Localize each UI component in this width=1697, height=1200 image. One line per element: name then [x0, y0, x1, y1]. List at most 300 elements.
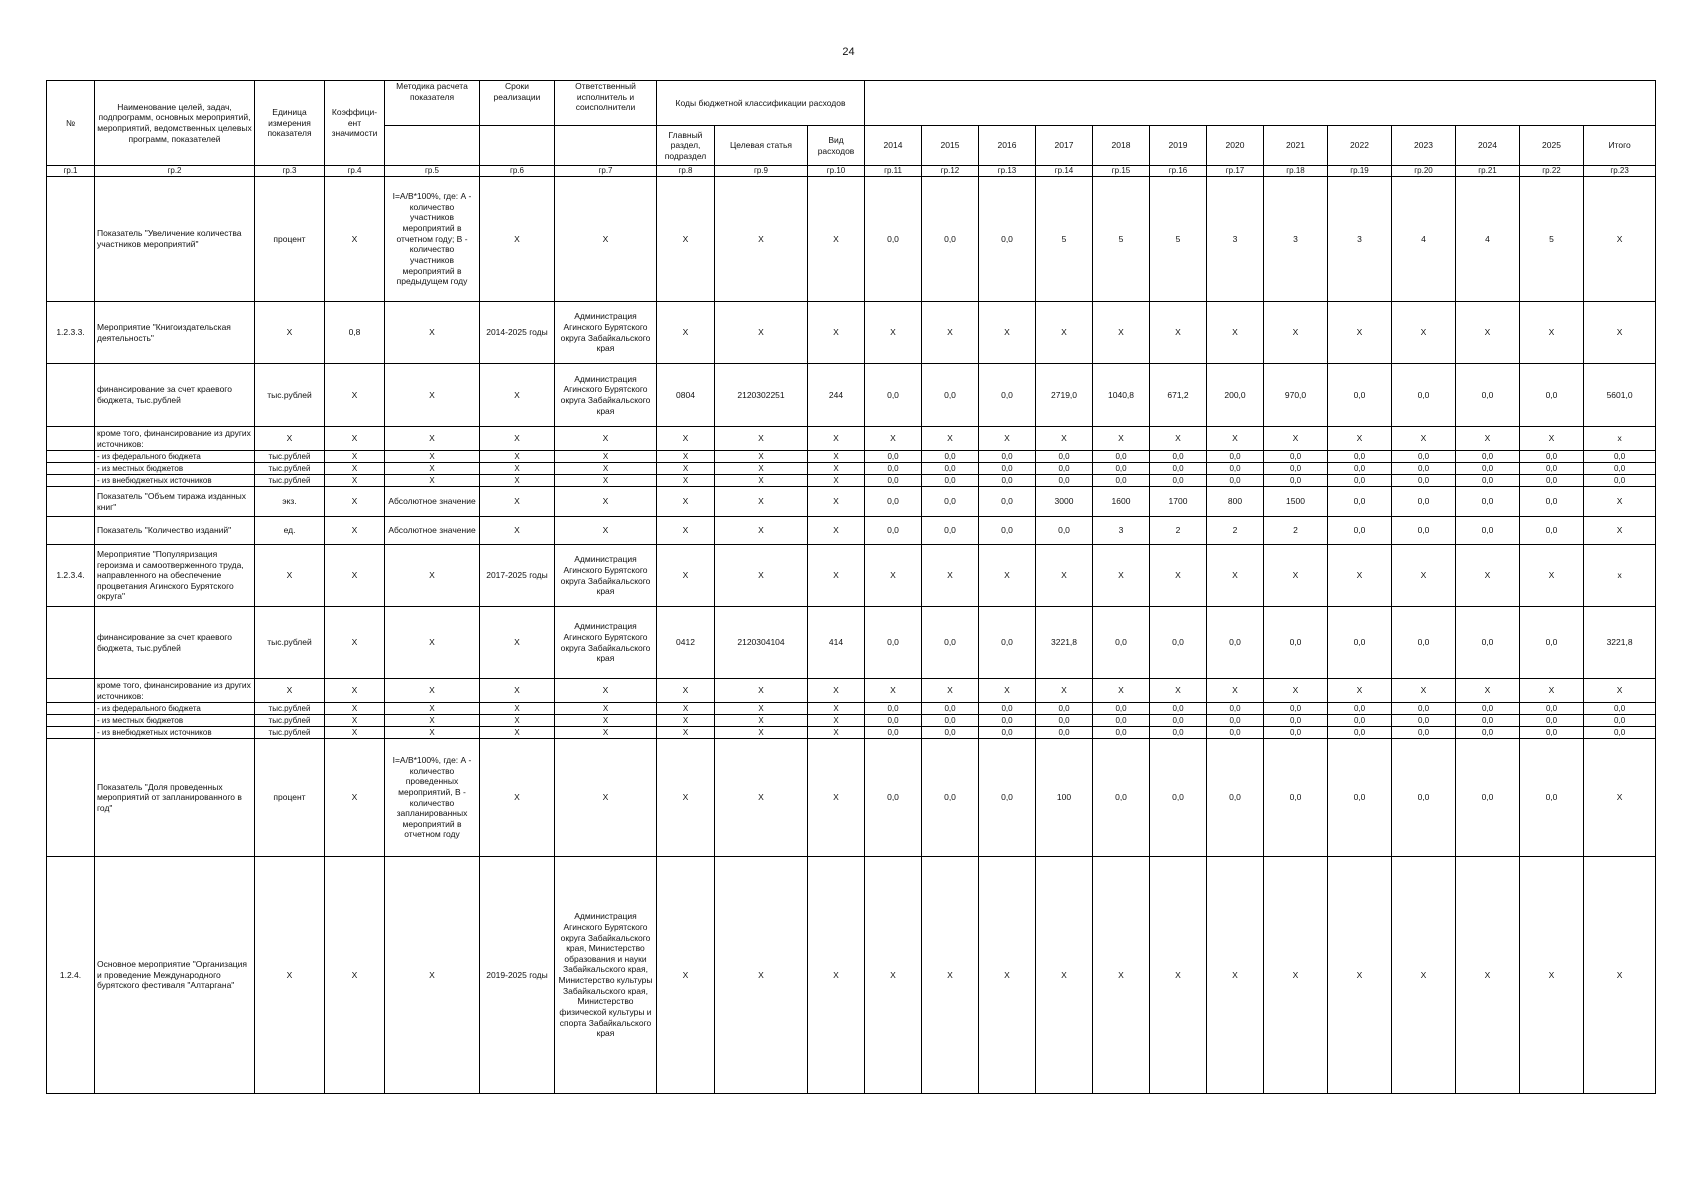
- header-method: Методика расчета показателя: [385, 81, 480, 126]
- header-year: 2025: [1520, 126, 1584, 166]
- table-row: [47, 517, 1656, 545]
- table-cell: 0,0: [1456, 451, 1520, 463]
- column-number: гр.8: [657, 166, 715, 177]
- column-number: гр.10: [808, 166, 865, 177]
- table-row: [47, 487, 1656, 517]
- table-cell: Х: [1207, 427, 1264, 451]
- table-cell: Х: [480, 364, 555, 427]
- table-cell: тыс.рублей: [255, 451, 325, 463]
- header-no: №: [47, 81, 95, 166]
- table-cell: Х: [1036, 679, 1093, 703]
- table-cell: Х: [325, 427, 385, 451]
- header-responsible: Ответственный исполнитель и соисполнители: [555, 81, 657, 126]
- column-number: гр.16: [1150, 166, 1207, 177]
- header-year: 2022: [1328, 126, 1392, 166]
- table-cell: 5: [1036, 177, 1093, 302]
- table-cell: 0,0: [1520, 364, 1584, 427]
- column-number: гр.2: [95, 166, 255, 177]
- table-cell: Х: [1328, 857, 1392, 1094]
- table-cell: 1.2.4.: [47, 857, 95, 1094]
- header-year: 2014: [865, 126, 922, 166]
- table-cell: 0,0: [1328, 703, 1392, 715]
- table-cell: 0,0: [1150, 607, 1207, 679]
- table-cell: 2014-2025 годы: [480, 302, 555, 364]
- table-cell: 0,0: [1036, 451, 1093, 463]
- table-cell: Абсолютное значение: [385, 487, 480, 517]
- table-cell: 0,0: [1392, 739, 1456, 857]
- table-cell: Х: [865, 679, 922, 703]
- table-cell: Х: [715, 679, 808, 703]
- table-cell: Х: [1264, 857, 1328, 1094]
- table-cell: [47, 739, 95, 857]
- table-cell: Х: [1584, 487, 1656, 517]
- table-cell: Х: [385, 679, 480, 703]
- table-cell: 1040,8: [1093, 364, 1150, 427]
- table-cell: Х: [657, 427, 715, 451]
- header-coefficient: Коэффици-ент значимости: [325, 81, 385, 166]
- table-cell: Х: [657, 451, 715, 463]
- column-number: гр.15: [1093, 166, 1150, 177]
- table-cell: Х: [255, 427, 325, 451]
- table-cell: Х: [808, 302, 865, 364]
- table-cell: 0,0: [922, 463, 979, 475]
- table-cell: Х: [480, 463, 555, 475]
- table-cell: 0804: [657, 364, 715, 427]
- table-cell: тыс.рублей: [255, 715, 325, 727]
- table-cell: Х: [657, 302, 715, 364]
- table-cell: 0,0: [1584, 715, 1656, 727]
- table-cell: Х: [715, 475, 808, 487]
- table-cell: Х: [555, 679, 657, 703]
- table-cell: 0,0: [1207, 451, 1264, 463]
- table-cell: Х: [555, 703, 657, 715]
- table-cell: 0,0: [979, 364, 1036, 427]
- table-cell: 5: [1520, 177, 1584, 302]
- table-cell: 0,0: [1584, 703, 1656, 715]
- table-cell: Х: [657, 487, 715, 517]
- table-cell: 3: [1093, 517, 1150, 545]
- table-cell: Х: [715, 427, 808, 451]
- table-cell: 0,0: [1093, 475, 1150, 487]
- table-cell: Х: [715, 703, 808, 715]
- table-cell: 0,0: [1264, 451, 1328, 463]
- table-row: [47, 302, 1656, 364]
- table-cell: Х: [1207, 857, 1264, 1094]
- table-cell: 0,0: [1520, 487, 1584, 517]
- table-cell: [47, 451, 95, 463]
- table-cell: 0,0: [865, 715, 922, 727]
- table-cell: 0,0: [1328, 475, 1392, 487]
- table-cell: 0,0: [1392, 451, 1456, 463]
- table-cell: 0,0: [1392, 703, 1456, 715]
- header-year: 2020: [1207, 126, 1264, 166]
- table-cell: Х: [1584, 857, 1656, 1094]
- table-cell: 0,0: [1520, 517, 1584, 545]
- table-cell: Х: [1520, 427, 1584, 451]
- table-cell: 0,0: [865, 739, 922, 857]
- table-cell: 5: [1150, 177, 1207, 302]
- table-cell: Х: [657, 857, 715, 1094]
- table-cell: 0,0: [922, 703, 979, 715]
- table-cell: Х: [480, 517, 555, 545]
- table-cell: 0,0: [1264, 463, 1328, 475]
- table-cell: Х: [1264, 545, 1328, 607]
- table-cell: Х: [1150, 679, 1207, 703]
- table-cell: 0,0: [979, 451, 1036, 463]
- table-cell: [47, 177, 95, 302]
- table-cell: Х: [1328, 679, 1392, 703]
- table-cell: Х: [325, 451, 385, 463]
- header-total: Итого: [1584, 126, 1656, 166]
- table-cell: ед.: [255, 517, 325, 545]
- table-cell: 0,0: [1456, 703, 1520, 715]
- table-cell: [47, 517, 95, 545]
- table-cell: 0,0: [1520, 451, 1584, 463]
- table-row: [47, 607, 1656, 679]
- table-cell: 2719,0: [1036, 364, 1093, 427]
- table-cell: 0,0: [922, 739, 979, 857]
- table-cell: Х: [385, 727, 480, 739]
- table-cell: - из внебюджетных источников: [95, 727, 255, 739]
- table-cell: 0,0: [1392, 715, 1456, 727]
- table-cell: 0,0: [1093, 703, 1150, 715]
- table-cell: 0,0: [865, 475, 922, 487]
- table-cell: Х: [808, 679, 865, 703]
- table-cell: финансирование за счет краевого бюджета, тыс.рублей: [95, 607, 255, 679]
- table-cell: 0,0: [1207, 607, 1264, 679]
- table-cell: Х: [480, 475, 555, 487]
- table-cell: [47, 727, 95, 739]
- table-cell: Х: [325, 857, 385, 1094]
- table-cell: Х: [480, 177, 555, 302]
- table-cell: Х: [1392, 679, 1456, 703]
- header-year: 2016: [979, 126, 1036, 166]
- table-cell: Х: [657, 517, 715, 545]
- table-cell: - из федерального бюджета: [95, 451, 255, 463]
- table-cell: 0,0: [865, 463, 922, 475]
- table-cell: 0,0: [1093, 463, 1150, 475]
- column-number: гр.19: [1328, 166, 1392, 177]
- table-cell: тыс.рублей: [255, 607, 325, 679]
- table-cell: Х: [480, 715, 555, 727]
- table-cell: Х: [808, 739, 865, 857]
- table-cell: 0,0: [1207, 703, 1264, 715]
- table-cell: 0,0: [1150, 739, 1207, 857]
- table-cell: Х: [325, 475, 385, 487]
- table-cell: тыс.рублей: [255, 364, 325, 427]
- table-cell: 800: [1207, 487, 1264, 517]
- table-cell: 0,0: [1584, 475, 1656, 487]
- header-method-lower: [385, 126, 480, 166]
- table-cell: Х: [808, 487, 865, 517]
- column-number: гр.14: [1036, 166, 1093, 177]
- table-cell: Х: [808, 715, 865, 727]
- table-row: [47, 715, 1656, 727]
- table-cell: Х: [325, 463, 385, 475]
- table-cell: 0,0: [865, 177, 922, 302]
- table-cell: Х: [325, 487, 385, 517]
- table-cell: Х: [1207, 302, 1264, 364]
- table-cell: I=A/B*100%, где: А - количество проведенных мероприятий, В - количество запланированных мероприятий в отчетном году: [385, 739, 480, 857]
- table-cell: 0,0: [1036, 463, 1093, 475]
- table-cell: 0,0: [1520, 463, 1584, 475]
- table-cell: 0,0: [1328, 715, 1392, 727]
- table-cell: Мероприятие "Книгоиздательская деятельность": [95, 302, 255, 364]
- table-cell: Х: [385, 475, 480, 487]
- table-cell: Показатель "Количество изданий": [95, 517, 255, 545]
- table-cell: тыс.рублей: [255, 475, 325, 487]
- table-cell: 0,0: [922, 727, 979, 739]
- table-cell: 0,0: [1584, 727, 1656, 739]
- table-cell: Х: [1093, 857, 1150, 1094]
- table-cell: х: [1584, 427, 1656, 451]
- table-cell: 0,0: [1328, 451, 1392, 463]
- table-row: [47, 727, 1656, 739]
- table-cell: Х: [555, 727, 657, 739]
- table-cell: 0,0: [1392, 607, 1456, 679]
- table-cell: 0,0: [1093, 451, 1150, 463]
- table-cell: Х: [325, 545, 385, 607]
- table-cell: 0,0: [1036, 475, 1093, 487]
- header-year: 2024: [1456, 126, 1520, 166]
- table-cell: 0,0: [1456, 463, 1520, 475]
- table-cell: Х: [922, 857, 979, 1094]
- table-cell: Показатель "Увеличение количества участников мероприятий": [95, 177, 255, 302]
- table-cell: Х: [1093, 679, 1150, 703]
- table-cell: 0,0: [865, 607, 922, 679]
- table-cell: Х: [1392, 857, 1456, 1094]
- header-year: 2023: [1392, 126, 1456, 166]
- header-year: 2017: [1036, 126, 1093, 166]
- table-cell: Х: [385, 545, 480, 607]
- table-cell: Х: [480, 607, 555, 679]
- table-cell: 0,0: [1328, 607, 1392, 679]
- column-number: гр.13: [979, 166, 1036, 177]
- table-cell: Х: [480, 451, 555, 463]
- table-cell: финансирование за счет краевого бюджета, тыс.рублей: [95, 364, 255, 427]
- table-cell: 0,0: [1520, 607, 1584, 679]
- table-cell: 0,0: [922, 607, 979, 679]
- table-cell: Х: [480, 727, 555, 739]
- table-cell: Х: [555, 517, 657, 545]
- table-cell: I=A/B*100%, где: А - количество участников мероприятий в отчетном году; В - количество участников мероприятий в предыдущем году: [385, 177, 480, 302]
- table-cell: Х: [385, 715, 480, 727]
- table-row: [47, 739, 1656, 857]
- table-cell: Х: [1456, 302, 1520, 364]
- table-cell: 1.2.3.3.: [47, 302, 95, 364]
- table-cell: Х: [979, 857, 1036, 1094]
- table-cell: Х: [1392, 427, 1456, 451]
- header-years-group: [865, 81, 1656, 126]
- table-cell: х: [1584, 545, 1656, 607]
- table-cell: Х: [385, 463, 480, 475]
- table-cell: Х: [1520, 302, 1584, 364]
- table-cell: 671,2: [1150, 364, 1207, 427]
- table-cell: 0,0: [1392, 487, 1456, 517]
- header-year: 2021: [1264, 126, 1328, 166]
- table-row: [47, 475, 1656, 487]
- table-cell: 0,0: [1456, 607, 1520, 679]
- header-period: Сроки реализации: [480, 81, 555, 126]
- table-cell: Х: [1093, 302, 1150, 364]
- table-cell: [47, 679, 95, 703]
- table-cell: 0,0: [979, 727, 1036, 739]
- table-cell: Х: [657, 715, 715, 727]
- table-cell: Х: [715, 715, 808, 727]
- header-name: Наименование целей, задач, подпрограмм, основных мероприятий, мероприятий, ведомственных целевых программ, показателей: [95, 81, 255, 166]
- table-cell: 0,0: [865, 487, 922, 517]
- column-number: гр.18: [1264, 166, 1328, 177]
- table-body: [47, 177, 1656, 1094]
- table-cell: 5: [1093, 177, 1150, 302]
- table-cell: Х: [325, 739, 385, 857]
- table-cell: Х: [385, 703, 480, 715]
- table-row: [47, 463, 1656, 475]
- table-cell: [47, 703, 95, 715]
- table-cell: Х: [555, 427, 657, 451]
- table-cell: Администрация Агинского Бурятского округа Забайкальского края, Министерство образования и науки Забайкальского края, Министерство культуры Забайкальского края, Министерство физической культуры и спорта Забайкальского края: [555, 857, 657, 1094]
- table-cell: Х: [555, 475, 657, 487]
- table-cell: Х: [979, 545, 1036, 607]
- table-cell: Х: [385, 427, 480, 451]
- table-cell: Х: [1456, 545, 1520, 607]
- table-cell: 0,0: [979, 607, 1036, 679]
- table-cell: Показатель "Объем тиража изданных книг": [95, 487, 255, 517]
- table-cell: Х: [715, 517, 808, 545]
- column-numbers-row: [47, 166, 1656, 177]
- table-cell: Х: [385, 364, 480, 427]
- table-cell: 0,0: [865, 517, 922, 545]
- table-cell: 2019-2025 годы: [480, 857, 555, 1094]
- table-cell: Х: [480, 679, 555, 703]
- table-cell: 1.2.3.4.: [47, 545, 95, 607]
- column-number: гр.7: [555, 166, 657, 177]
- table-cell: 0,0: [922, 517, 979, 545]
- table-cell: Х: [555, 487, 657, 517]
- table-cell: Х: [808, 517, 865, 545]
- table-cell: 0,0: [922, 487, 979, 517]
- table-cell: [47, 715, 95, 727]
- table-cell: 5601,0: [1584, 364, 1656, 427]
- table-cell: 0,0: [922, 451, 979, 463]
- table-cell: Х: [808, 475, 865, 487]
- table-cell: Х: [1328, 302, 1392, 364]
- table-cell: Администрация Агинского Бурятского округа Забайкальского края: [555, 607, 657, 679]
- table-cell: Х: [480, 427, 555, 451]
- table-cell: 3: [1328, 177, 1392, 302]
- table-row: [47, 545, 1656, 607]
- table-cell: 3: [1264, 177, 1328, 302]
- table-cell: 970,0: [1264, 364, 1328, 427]
- table-cell: 0,0: [922, 475, 979, 487]
- table-cell: 0,0: [1328, 517, 1392, 545]
- table-cell: Х: [979, 302, 1036, 364]
- table-row: [47, 427, 1656, 451]
- column-number: гр.11: [865, 166, 922, 177]
- table-cell: кроме того, финансирование из других источников:: [95, 427, 255, 451]
- table-cell: Х: [385, 607, 480, 679]
- table-cell: 2: [1207, 517, 1264, 545]
- table-cell: Администрация Агинского Бурятского округа Забайкальского края: [555, 364, 657, 427]
- table-cell: 0,0: [1456, 475, 1520, 487]
- table-cell: 3: [1207, 177, 1264, 302]
- table-cell: Х: [1264, 427, 1328, 451]
- table-cell: 0,0: [1207, 463, 1264, 475]
- table-cell: 1700: [1150, 487, 1207, 517]
- table-cell: 0,0: [1093, 715, 1150, 727]
- table-cell: 0,0: [1093, 607, 1150, 679]
- table-cell: 0,0: [1328, 463, 1392, 475]
- table-cell: Администрация Агинского Бурятского округа Забайкальского края: [555, 545, 657, 607]
- table-cell: 4: [1456, 177, 1520, 302]
- table-cell: Х: [1036, 427, 1093, 451]
- table-cell: [47, 607, 95, 679]
- table-cell: 0,0: [1328, 727, 1392, 739]
- table-row: [47, 703, 1656, 715]
- table-cell: Х: [865, 857, 922, 1094]
- table-row: [47, 177, 1656, 302]
- table-cell: 0,0: [1150, 727, 1207, 739]
- table-cell: Х: [325, 607, 385, 679]
- table-cell: Х: [808, 703, 865, 715]
- table-cell: 0,0: [1036, 703, 1093, 715]
- table-cell: 0,0: [1150, 703, 1207, 715]
- table-cell: Х: [255, 545, 325, 607]
- table-cell: 0,0: [1036, 727, 1093, 739]
- table-cell: 0,0: [1392, 475, 1456, 487]
- table-cell: Х: [715, 177, 808, 302]
- table-cell: Х: [1036, 545, 1093, 607]
- table-cell: Х: [555, 739, 657, 857]
- table-cell: тыс.рублей: [255, 463, 325, 475]
- table-cell: 0,0: [1207, 727, 1264, 739]
- table-cell: Х: [657, 463, 715, 475]
- table-cell: 0,0: [1456, 739, 1520, 857]
- table-cell: 0,0: [1392, 727, 1456, 739]
- table-cell: Х: [657, 679, 715, 703]
- table-cell: Х: [385, 451, 480, 463]
- table-cell: Х: [1036, 302, 1093, 364]
- table-cell: 0,0: [1392, 364, 1456, 427]
- table-cell: Х: [715, 487, 808, 517]
- table-cell: Показатель "Доля проведенных мероприятий от запланированного в год": [95, 739, 255, 857]
- column-number: гр.4: [325, 166, 385, 177]
- table-cell: Х: [1093, 545, 1150, 607]
- table-cell: Х: [715, 545, 808, 607]
- table-cell: 0,0: [1207, 739, 1264, 857]
- table-cell: Х: [325, 679, 385, 703]
- table-cell: 0,0: [1264, 703, 1328, 715]
- table-cell: Х: [865, 427, 922, 451]
- table-cell: экз.: [255, 487, 325, 517]
- table-cell: Х: [715, 857, 808, 1094]
- table-cell: Х: [865, 545, 922, 607]
- table-cell: Х: [808, 545, 865, 607]
- header-section: Главный раздел, подраздел: [657, 126, 715, 166]
- table-cell: 0,0: [979, 463, 1036, 475]
- table-cell: 0,0: [865, 703, 922, 715]
- table-cell: 0,0: [1264, 715, 1328, 727]
- table-cell: Основное мероприятие "Организация и проведение Международного бурятского фестиваля "Алтаргана": [95, 857, 255, 1094]
- table-cell: Х: [808, 857, 865, 1094]
- table-cell: Х: [325, 727, 385, 739]
- table-cell: Х: [1584, 739, 1656, 857]
- table-cell: Х: [657, 703, 715, 715]
- table-cell: 2: [1264, 517, 1328, 545]
- table-cell: 0,0: [1520, 475, 1584, 487]
- table-cell: 0,0: [922, 715, 979, 727]
- table-cell: Х: [1328, 427, 1392, 451]
